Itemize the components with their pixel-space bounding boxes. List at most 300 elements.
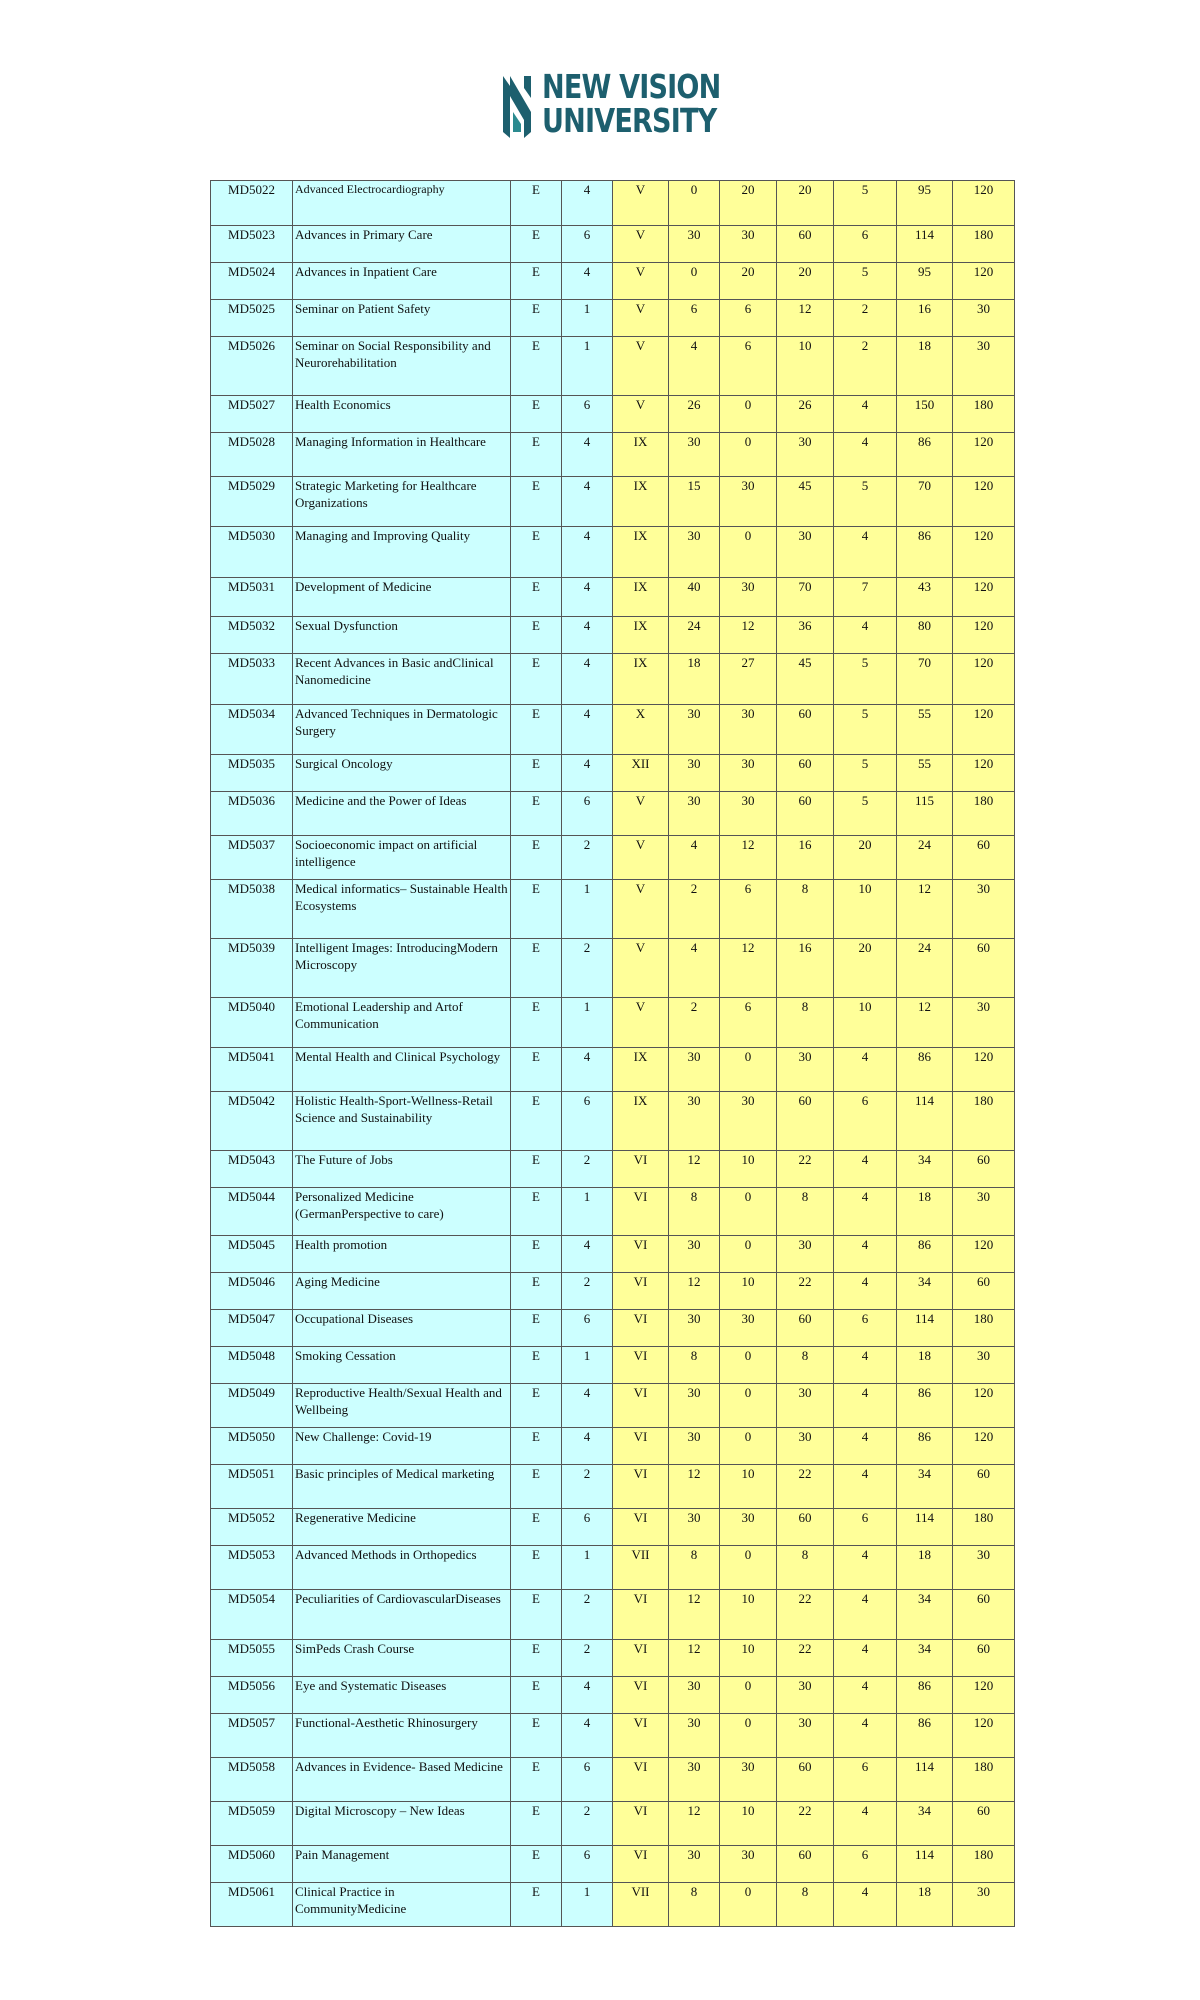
course-semester: IX [613, 477, 669, 527]
contact-hours: 30 [777, 1236, 834, 1273]
course-type: E [511, 1509, 562, 1546]
lecture-hours: 30 [669, 1509, 720, 1546]
course-title: Advanced Methods in Orthopedics [293, 1546, 511, 1590]
course-code: MD5033 [211, 654, 293, 705]
course-credits: 4 [562, 755, 613, 792]
contact-hours: 60 [777, 705, 834, 755]
course-semester: VII [613, 1546, 669, 1590]
course-code: MD5029 [211, 477, 293, 527]
lecture-hours: 26 [669, 396, 720, 433]
course-credits: 4 [562, 705, 613, 755]
course-semester: V [613, 836, 669, 880]
course-semester: VI [613, 1273, 669, 1310]
course-type: E [511, 654, 562, 705]
seminar-hours: 4 [834, 1236, 897, 1273]
seminar-hours: 6 [834, 1509, 897, 1546]
seminar-hours: 6 [834, 1092, 897, 1151]
course-type: E [511, 1092, 562, 1151]
lecture-hours: 24 [669, 617, 720, 654]
total-hours: 120 [953, 1384, 1015, 1428]
course-credits: 2 [562, 1640, 613, 1677]
course-title: Advanced Techniques in Dermatologic Surgery [293, 705, 511, 755]
contact-hours: 20 [777, 181, 834, 226]
course-credits: 6 [562, 1758, 613, 1802]
course-semester: V [613, 181, 669, 226]
course-type: E [511, 477, 562, 527]
course-credits: 2 [562, 1273, 613, 1310]
self-study-hours: 86 [897, 1048, 953, 1092]
table-row [211, 654, 1015, 705]
course-title: Occupational Diseases [293, 1310, 511, 1347]
contact-hours: 60 [777, 1846, 834, 1883]
contact-hours: 8 [777, 880, 834, 939]
total-hours: 30 [953, 1347, 1015, 1384]
lecture-hours: 12 [669, 1273, 720, 1310]
self-study-hours: 114 [897, 1758, 953, 1802]
lecture-hours: 8 [669, 1883, 720, 1927]
course-semester: VI [613, 1802, 669, 1846]
lecture-hours: 30 [669, 226, 720, 263]
contact-hours: 60 [777, 1509, 834, 1546]
course-semester: V [613, 939, 669, 998]
self-study-hours: 70 [897, 654, 953, 705]
table-row [211, 1310, 1015, 1347]
course-code: MD5032 [211, 617, 293, 654]
course-type: E [511, 181, 562, 226]
practical-hours: 12 [720, 836, 777, 880]
seminar-hours: 10 [834, 998, 897, 1048]
table-row [211, 181, 1015, 226]
course-rows [211, 181, 1015, 1927]
self-study-hours: 18 [897, 1546, 953, 1590]
course-credits: 2 [562, 1802, 613, 1846]
lecture-hours: 12 [669, 1590, 720, 1640]
course-title: Advances in Evidence- Based Medicine [293, 1758, 511, 1802]
total-hours: 180 [953, 396, 1015, 433]
table-row [211, 226, 1015, 263]
lecture-hours: 4 [669, 939, 720, 998]
seminar-hours: 4 [834, 1384, 897, 1428]
course-credits: 1 [562, 998, 613, 1048]
table-row [211, 578, 1015, 617]
lecture-hours: 12 [669, 1151, 720, 1188]
lecture-hours: 6 [669, 300, 720, 337]
course-title: SimPeds Crash Course [293, 1640, 511, 1677]
course-type: E [511, 998, 562, 1048]
course-type: E [511, 1590, 562, 1640]
course-credits: 6 [562, 1846, 613, 1883]
course-code: MD5037 [211, 836, 293, 880]
contact-hours: 22 [777, 1151, 834, 1188]
self-study-hours: 95 [897, 263, 953, 300]
seminar-hours: 4 [834, 1048, 897, 1092]
course-title: The Future of Jobs [293, 1151, 511, 1188]
course-credits: 1 [562, 1347, 613, 1384]
course-title: Regenerative Medicine [293, 1509, 511, 1546]
table-row [211, 1092, 1015, 1151]
total-hours: 120 [953, 755, 1015, 792]
table-row [211, 1590, 1015, 1640]
self-study-hours: 18 [897, 1347, 953, 1384]
course-semester: V [613, 792, 669, 836]
lecture-hours: 30 [669, 705, 720, 755]
practical-hours: 0 [720, 527, 777, 578]
course-code: MD5041 [211, 1048, 293, 1092]
course-type: E [511, 527, 562, 578]
seminar-hours: 4 [834, 617, 897, 654]
seminar-hours: 5 [834, 477, 897, 527]
practical-hours: 30 [720, 477, 777, 527]
course-type: E [511, 755, 562, 792]
lecture-hours: 30 [669, 1092, 720, 1151]
course-code: MD5057 [211, 1714, 293, 1758]
contact-hours: 60 [777, 792, 834, 836]
seminar-hours: 6 [834, 1758, 897, 1802]
course-semester: IX [613, 1048, 669, 1092]
practical-hours: 30 [720, 1310, 777, 1347]
seminar-hours: 10 [834, 880, 897, 939]
course-semester: VI [613, 1310, 669, 1347]
course-title: Managing Information in Healthcare [293, 433, 511, 477]
course-title: Health Economics [293, 396, 511, 433]
course-type: E [511, 1714, 562, 1758]
course-semester: IX [613, 617, 669, 654]
course-type: E [511, 226, 562, 263]
course-semester: VI [613, 1151, 669, 1188]
self-study-hours: 12 [897, 880, 953, 939]
contact-hours: 60 [777, 1092, 834, 1151]
course-type: E [511, 1546, 562, 1590]
course-code: MD5048 [211, 1347, 293, 1384]
practical-hours: 30 [720, 1846, 777, 1883]
course-semester: V [613, 263, 669, 300]
course-semester: IX [613, 527, 669, 578]
course-code: MD5034 [211, 705, 293, 755]
course-semester: VI [613, 1428, 669, 1465]
seminar-hours: 5 [834, 705, 897, 755]
course-credits: 4 [562, 477, 613, 527]
course-type: E [511, 617, 562, 654]
contact-hours: 30 [777, 1384, 834, 1428]
course-title: Strategic Marketing for Healthcare Organizations [293, 477, 511, 527]
course-title: Advances in Inpatient Care [293, 263, 511, 300]
practical-hours: 0 [720, 433, 777, 477]
self-study-hours: 114 [897, 226, 953, 263]
contact-hours: 60 [777, 1758, 834, 1802]
logo-line-new-vision: NEW VISION [542, 67, 721, 106]
contact-hours: 26 [777, 396, 834, 433]
lecture-hours: 8 [669, 1546, 720, 1590]
course-semester: V [613, 880, 669, 939]
seminar-hours: 4 [834, 1151, 897, 1188]
self-study-hours: 114 [897, 1509, 953, 1546]
total-hours: 60 [953, 1151, 1015, 1188]
lecture-hours: 4 [669, 337, 720, 396]
course-type: E [511, 300, 562, 337]
course-title: Health promotion [293, 1236, 511, 1273]
course-code: MD5060 [211, 1846, 293, 1883]
total-hours: 120 [953, 1428, 1015, 1465]
course-credits: 2 [562, 836, 613, 880]
lecture-hours: 30 [669, 1758, 720, 1802]
total-hours: 120 [953, 578, 1015, 617]
total-hours: 120 [953, 477, 1015, 527]
course-code: MD5051 [211, 1465, 293, 1509]
course-code: MD5050 [211, 1428, 293, 1465]
course-code: MD5056 [211, 1677, 293, 1714]
practical-hours: 30 [720, 1509, 777, 1546]
course-title: Mental Health and Clinical Psychology [293, 1048, 511, 1092]
self-study-hours: 80 [897, 617, 953, 654]
course-semester: VI [613, 1347, 669, 1384]
self-study-hours: 86 [897, 527, 953, 578]
course-type: E [511, 939, 562, 998]
course-credits: 1 [562, 337, 613, 396]
practical-hours: 0 [720, 1428, 777, 1465]
course-title: Clinical Practice in CommunityMedicine [293, 1883, 511, 1927]
practical-hours: 12 [720, 617, 777, 654]
lecture-hours: 0 [669, 263, 720, 300]
total-hours: 120 [953, 527, 1015, 578]
course-type: E [511, 1188, 562, 1236]
contact-hours: 60 [777, 226, 834, 263]
practical-hours: 30 [720, 226, 777, 263]
seminar-hours: 4 [834, 1546, 897, 1590]
course-semester: VI [613, 1590, 669, 1640]
table-row [211, 1384, 1015, 1428]
contact-hours: 12 [777, 300, 834, 337]
table-row [211, 705, 1015, 755]
contact-hours: 30 [777, 1048, 834, 1092]
total-hours: 180 [953, 1092, 1015, 1151]
contact-hours: 22 [777, 1465, 834, 1509]
course-type: E [511, 433, 562, 477]
course-code: MD5046 [211, 1273, 293, 1310]
table-row [211, 1802, 1015, 1846]
contact-hours: 30 [777, 1714, 834, 1758]
seminar-hours: 4 [834, 1883, 897, 1927]
total-hours: 180 [953, 1758, 1015, 1802]
table-row [211, 1677, 1015, 1714]
lecture-hours: 30 [669, 433, 720, 477]
total-hours: 120 [953, 705, 1015, 755]
course-type: E [511, 705, 562, 755]
total-hours: 30 [953, 337, 1015, 396]
self-study-hours: 24 [897, 836, 953, 880]
seminar-hours: 6 [834, 1310, 897, 1347]
practical-hours: 0 [720, 1883, 777, 1927]
seminar-hours: 4 [834, 1677, 897, 1714]
logo-mark-icon [500, 72, 534, 140]
course-credits: 1 [562, 300, 613, 337]
total-hours: 60 [953, 939, 1015, 998]
lecture-hours: 8 [669, 1188, 720, 1236]
course-title: Advances in Primary Care [293, 226, 511, 263]
practical-hours: 0 [720, 1188, 777, 1236]
course-semester: V [613, 300, 669, 337]
table-row [211, 263, 1015, 300]
lecture-hours: 40 [669, 578, 720, 617]
practical-hours: 12 [720, 939, 777, 998]
contact-hours: 16 [777, 836, 834, 880]
course-title: Managing and Improving Quality [293, 527, 511, 578]
university-logo [500, 67, 721, 145]
table-row [211, 1714, 1015, 1758]
course-title: Sexual Dysfunction [293, 617, 511, 654]
contact-hours: 8 [777, 1883, 834, 1927]
course-code: MD5039 [211, 939, 293, 998]
total-hours: 60 [953, 1273, 1015, 1310]
course-title: Eye and Systematic Diseases [293, 1677, 511, 1714]
course-code: MD5035 [211, 755, 293, 792]
contact-hours: 60 [777, 1310, 834, 1347]
lecture-hours: 30 [669, 1428, 720, 1465]
course-credits: 4 [562, 1677, 613, 1714]
seminar-hours: 4 [834, 1640, 897, 1677]
course-credits: 6 [562, 396, 613, 433]
table-row [211, 1846, 1015, 1883]
course-title: Seminar on Social Responsibility and Neurorehabilitation [293, 337, 511, 396]
course-credits: 4 [562, 1236, 613, 1273]
table-row [211, 1758, 1015, 1802]
course-credits: 2 [562, 939, 613, 998]
self-study-hours: 86 [897, 1714, 953, 1758]
course-credits: 1 [562, 1883, 613, 1927]
self-study-hours: 70 [897, 477, 953, 527]
lecture-hours: 8 [669, 1347, 720, 1384]
course-credits: 4 [562, 263, 613, 300]
self-study-hours: 34 [897, 1465, 953, 1509]
course-semester: V [613, 337, 669, 396]
lecture-hours: 12 [669, 1802, 720, 1846]
total-hours: 120 [953, 1236, 1015, 1273]
lecture-hours: 30 [669, 792, 720, 836]
seminar-hours: 5 [834, 755, 897, 792]
course-code: MD5038 [211, 880, 293, 939]
course-credits: 4 [562, 654, 613, 705]
table-row [211, 1428, 1015, 1465]
course-code: MD5049 [211, 1384, 293, 1428]
practical-hours: 27 [720, 654, 777, 705]
course-credits: 1 [562, 1188, 613, 1236]
contact-hours: 8 [777, 1347, 834, 1384]
course-credits: 6 [562, 1092, 613, 1151]
course-type: E [511, 1677, 562, 1714]
seminar-hours: 2 [834, 300, 897, 337]
practical-hours: 30 [720, 1758, 777, 1802]
course-credits: 6 [562, 226, 613, 263]
seminar-hours: 20 [834, 939, 897, 998]
course-credits: 1 [562, 880, 613, 939]
practical-hours: 10 [720, 1590, 777, 1640]
course-code: MD5045 [211, 1236, 293, 1273]
contact-hours: 30 [777, 527, 834, 578]
seminar-hours: 6 [834, 226, 897, 263]
self-study-hours: 34 [897, 1273, 953, 1310]
course-code: MD5031 [211, 578, 293, 617]
course-semester: VII [613, 1883, 669, 1927]
seminar-hours: 4 [834, 1273, 897, 1310]
contact-hours: 8 [777, 1188, 834, 1236]
lecture-hours: 30 [669, 1048, 720, 1092]
total-hours: 60 [953, 1465, 1015, 1509]
course-code: MD5052 [211, 1509, 293, 1546]
course-code: MD5030 [211, 527, 293, 578]
practical-hours: 30 [720, 578, 777, 617]
total-hours: 180 [953, 1846, 1015, 1883]
self-study-hours: 86 [897, 1236, 953, 1273]
course-title: Holistic Health-Sport-Wellness-Retail Science and Sustainability [293, 1092, 511, 1151]
self-study-hours: 115 [897, 792, 953, 836]
self-study-hours: 43 [897, 578, 953, 617]
practical-hours: 0 [720, 1546, 777, 1590]
course-title: Seminar on Patient Safety [293, 300, 511, 337]
course-semester: VI [613, 1236, 669, 1273]
lecture-hours: 30 [669, 1310, 720, 1347]
course-code: MD5055 [211, 1640, 293, 1677]
practical-hours: 10 [720, 1465, 777, 1509]
lecture-hours: 30 [669, 1846, 720, 1883]
total-hours: 120 [953, 1677, 1015, 1714]
contact-hours: 10 [777, 337, 834, 396]
table-row [211, 939, 1015, 998]
contact-hours: 70 [777, 578, 834, 617]
total-hours: 30 [953, 880, 1015, 939]
table-row [211, 1509, 1015, 1546]
lecture-hours: 2 [669, 880, 720, 939]
course-type: E [511, 1273, 562, 1310]
total-hours: 30 [953, 998, 1015, 1048]
table-row [211, 1347, 1015, 1384]
course-semester: VI [613, 1465, 669, 1509]
course-credits: 4 [562, 1384, 613, 1428]
course-title: Functional-Aesthetic Rhinosurgery [293, 1714, 511, 1758]
seminar-hours: 4 [834, 1590, 897, 1640]
table-row [211, 1236, 1015, 1273]
course-credits: 4 [562, 181, 613, 226]
course-code: MD5025 [211, 300, 293, 337]
seminar-hours: 5 [834, 181, 897, 226]
course-code: MD5026 [211, 337, 293, 396]
lecture-hours: 30 [669, 1714, 720, 1758]
course-semester: X [613, 705, 669, 755]
practical-hours: 6 [720, 998, 777, 1048]
contact-hours: 36 [777, 617, 834, 654]
lecture-hours: 30 [669, 755, 720, 792]
seminar-hours: 2 [834, 337, 897, 396]
total-hours: 180 [953, 792, 1015, 836]
course-credits: 4 [562, 527, 613, 578]
lecture-hours: 12 [669, 1465, 720, 1509]
course-semester: VI [613, 1677, 669, 1714]
practical-hours: 6 [720, 337, 777, 396]
course-title: Digital Microscopy – New Ideas [293, 1802, 511, 1846]
course-title: Personalized Medicine (GermanPerspective to care) [293, 1188, 511, 1236]
course-semester: V [613, 396, 669, 433]
course-type: E [511, 1236, 562, 1273]
total-hours: 120 [953, 617, 1015, 654]
lecture-hours: 30 [669, 1677, 720, 1714]
total-hours: 60 [953, 836, 1015, 880]
course-credits: 4 [562, 617, 613, 654]
practical-hours: 0 [720, 1384, 777, 1428]
self-study-hours: 86 [897, 433, 953, 477]
self-study-hours: 18 [897, 1188, 953, 1236]
contact-hours: 8 [777, 1546, 834, 1590]
practical-hours: 10 [720, 1802, 777, 1846]
seminar-hours: 4 [834, 396, 897, 433]
total-hours: 30 [953, 1546, 1015, 1590]
